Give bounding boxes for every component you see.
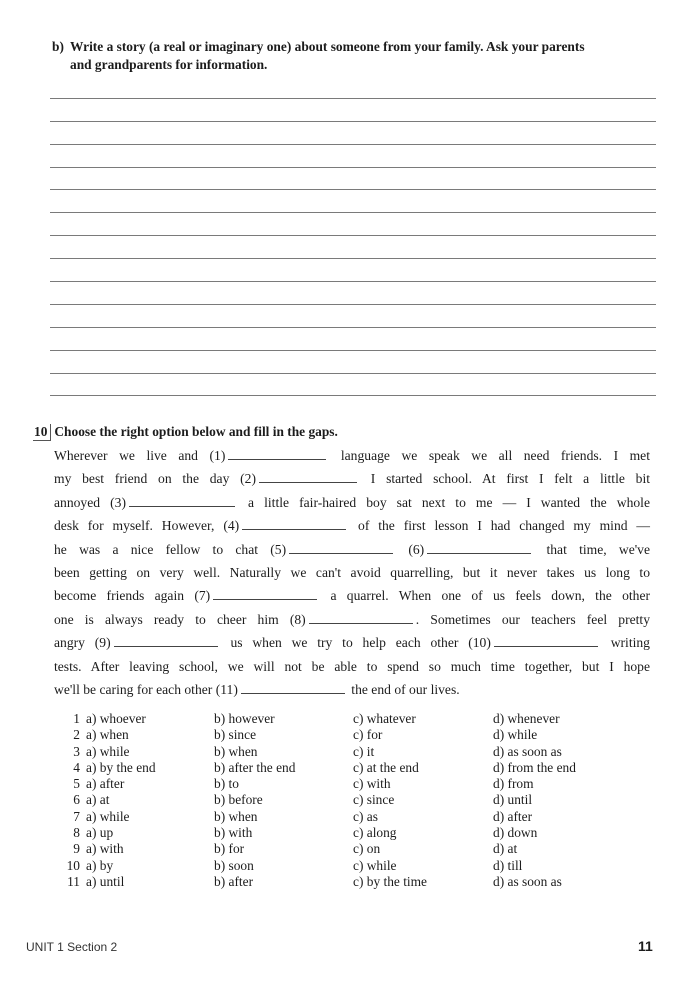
writing-line[interactable] bbox=[50, 213, 656, 236]
text-line bbox=[54, 655, 650, 678]
option-b[interactable]: b) before bbox=[214, 792, 263, 808]
option-d[interactable]: d) whenever bbox=[493, 711, 560, 726]
option-number: 3 bbox=[73, 743, 80, 759]
writing-line[interactable] bbox=[50, 374, 656, 397]
option-a[interactable]: a) by the end bbox=[86, 759, 156, 775]
task-prompt-line2: and grandparents for information. bbox=[70, 57, 268, 72]
option-a[interactable]: a) until bbox=[86, 873, 125, 889]
option-row bbox=[54, 727, 576, 743]
text-segment: desk for myself. However, bbox=[54, 518, 215, 534]
text-line bbox=[54, 608, 650, 631]
option-a[interactable]: a) when bbox=[86, 727, 129, 743]
option-b[interactable]: b) after bbox=[214, 873, 254, 889]
section-label: Section 2 bbox=[67, 940, 118, 954]
gap-blank[interactable] bbox=[289, 541, 393, 554]
option-c[interactable]: c) as bbox=[353, 808, 378, 824]
text-segment: Wherever we live and bbox=[54, 448, 198, 463]
text-segment: language we speak we all need friends. I met bbox=[340, 448, 650, 463]
option-number: 2 bbox=[73, 727, 80, 743]
writing-task-b bbox=[52, 38, 652, 74]
text-line bbox=[54, 467, 650, 490]
option-b[interactable]: b) since bbox=[214, 727, 257, 743]
writing-line[interactable] bbox=[50, 351, 656, 374]
options-table bbox=[54, 711, 576, 890]
text-segment: writing bbox=[610, 635, 650, 651]
text-segment: a quarrel. When one of us feels down, the other bbox=[330, 588, 650, 604]
option-c[interactable]: c) on bbox=[353, 841, 381, 857]
text-segment: one is always ready to cheer him bbox=[54, 611, 279, 627]
option-d[interactable]: d) as soon as bbox=[493, 873, 562, 889]
gap-blank[interactable] bbox=[228, 447, 326, 460]
option-b[interactable]: b) however bbox=[214, 711, 275, 726]
option-number: 11 bbox=[67, 873, 80, 889]
text-segment: annoyed bbox=[54, 494, 101, 510]
gap-blank[interactable] bbox=[309, 611, 413, 624]
gap-blank[interactable] bbox=[241, 681, 345, 694]
text-line bbox=[54, 491, 650, 514]
gap-label: (11) bbox=[215, 681, 238, 697]
option-number: 10 bbox=[66, 857, 80, 873]
text-segment: us when we try to help each other bbox=[230, 635, 459, 651]
option-number: 4 bbox=[73, 759, 80, 775]
option-row bbox=[54, 792, 576, 808]
option-number: 7 bbox=[73, 808, 80, 824]
option-a[interactable]: a) up bbox=[86, 825, 114, 841]
text-segment: that time, we've bbox=[546, 541, 651, 557]
option-c[interactable]: c) whatever bbox=[353, 711, 416, 726]
option-row bbox=[54, 711, 576, 727]
option-d[interactable]: d) down bbox=[493, 825, 538, 841]
text-segment: we'll be caring for each other bbox=[54, 681, 213, 697]
gap-label: (1) bbox=[209, 448, 226, 463]
option-a[interactable]: a) after bbox=[86, 776, 125, 792]
option-b[interactable]: b) for bbox=[214, 841, 245, 857]
option-row bbox=[54, 858, 576, 874]
exercise-instruction: Choose the right option below and fill in the gaps. bbox=[54, 424, 338, 439]
exercise-10-heading bbox=[33, 424, 338, 441]
option-c[interactable]: c) at the end bbox=[353, 759, 419, 775]
option-row bbox=[54, 760, 576, 776]
option-b[interactable]: b) when bbox=[214, 808, 258, 824]
gap-label: (8) bbox=[289, 611, 306, 627]
option-number: 5 bbox=[73, 776, 80, 792]
text-line bbox=[54, 444, 650, 467]
writing-line[interactable] bbox=[50, 99, 656, 122]
option-d[interactable]: d) from the end bbox=[493, 759, 576, 775]
option-row bbox=[54, 809, 576, 825]
option-a[interactable]: a) while bbox=[86, 808, 130, 824]
gap-blank[interactable] bbox=[494, 634, 598, 647]
option-d[interactable]: d) from bbox=[493, 776, 534, 792]
gap-label: (6) bbox=[408, 541, 425, 557]
writing-line[interactable] bbox=[50, 328, 656, 351]
text-segment: the end of our lives. bbox=[351, 681, 460, 697]
writing-line[interactable] bbox=[50, 259, 656, 282]
text-segment: I started school. At first I felt a little bit bbox=[370, 471, 650, 487]
option-b[interactable]: b) when bbox=[214, 743, 258, 759]
page-number: 11 bbox=[638, 938, 653, 954]
option-c[interactable]: c) for bbox=[353, 727, 383, 743]
text-segment: . Sometimes our teachers feel pretty bbox=[415, 611, 650, 627]
gap-label: (5) bbox=[270, 541, 287, 557]
option-c[interactable]: c) it bbox=[353, 743, 375, 759]
text-segment: tests. After leaving school, we will not be able to spend so much time together, but I hope bbox=[54, 658, 650, 674]
gap-label: (3) bbox=[110, 494, 126, 510]
option-a[interactable]: a) at bbox=[86, 792, 110, 808]
option-a[interactable]: a) with bbox=[86, 841, 124, 857]
option-b[interactable]: b) with bbox=[214, 825, 253, 841]
gap-blank[interactable] bbox=[242, 517, 346, 530]
text-segment: of the first lesson I had changed my mind — bbox=[358, 518, 650, 534]
text-line bbox=[54, 678, 650, 701]
gap-blank[interactable] bbox=[213, 587, 317, 600]
gap-blank[interactable] bbox=[427, 541, 531, 554]
option-d[interactable]: d) till bbox=[493, 857, 523, 873]
writing-line[interactable] bbox=[50, 76, 656, 99]
text-line bbox=[54, 561, 650, 584]
option-c[interactable]: c) while bbox=[353, 857, 397, 873]
option-b[interactable]: b) to bbox=[214, 776, 239, 792]
option-number: 8 bbox=[73, 825, 80, 841]
text-segment: a little fair-haired boy sat next to me — I wanted the whole bbox=[248, 494, 650, 510]
option-row bbox=[54, 841, 576, 857]
writing-line[interactable] bbox=[50, 282, 656, 305]
writing-line[interactable] bbox=[50, 145, 656, 168]
text-line bbox=[54, 514, 650, 537]
option-c[interactable]: c) along bbox=[353, 825, 397, 841]
gap-label: (4) bbox=[223, 518, 240, 534]
gap-blank[interactable] bbox=[129, 494, 235, 507]
option-c[interactable]: c) by the time bbox=[353, 873, 427, 889]
text-line bbox=[54, 538, 650, 561]
text-segment: my best friend on the day bbox=[54, 471, 230, 487]
option-row bbox=[54, 825, 576, 841]
gap-label: (10) bbox=[468, 635, 491, 651]
writing-lines-area[interactable] bbox=[50, 76, 656, 396]
option-d[interactable]: d) while bbox=[493, 727, 538, 743]
text-segment: he was a nice fellow to chat bbox=[54, 541, 258, 557]
option-row bbox=[54, 744, 576, 760]
writing-line[interactable] bbox=[50, 168, 656, 191]
option-d[interactable]: d) at bbox=[493, 841, 518, 857]
option-row bbox=[54, 776, 576, 792]
gap-blank[interactable] bbox=[114, 634, 218, 647]
writing-line[interactable] bbox=[50, 122, 656, 145]
gap-label: (7) bbox=[194, 588, 211, 604]
gap-label: (2) bbox=[240, 471, 257, 487]
text-segment: angry bbox=[54, 635, 85, 651]
option-c[interactable]: c) with bbox=[353, 776, 391, 792]
text-segment: been getting on very well. Naturally we can't avoid quarrelling, but it never takes us long to bbox=[54, 564, 650, 580]
text-line bbox=[54, 584, 650, 607]
gap-blank[interactable] bbox=[259, 470, 357, 483]
option-a[interactable]: a) whoever bbox=[86, 711, 146, 726]
option-number: 1 bbox=[73, 711, 80, 726]
gap-label: (9) bbox=[94, 635, 111, 651]
unit-label: UNIT 1 bbox=[26, 940, 64, 954]
option-d[interactable]: d) after bbox=[493, 808, 533, 824]
task-label: b) bbox=[52, 39, 64, 54]
option-b[interactable]: b) soon bbox=[214, 857, 254, 873]
writing-line[interactable] bbox=[50, 236, 656, 259]
option-row bbox=[54, 874, 576, 890]
exercise-number: 10 bbox=[33, 424, 51, 441]
gap-fill-text bbox=[54, 444, 650, 701]
option-number: 6 bbox=[73, 792, 80, 808]
option-d[interactable]: d) until bbox=[493, 792, 533, 808]
option-number: 9 bbox=[73, 841, 80, 857]
option-b[interactable]: b) after the end bbox=[214, 759, 296, 775]
option-a[interactable]: a) while bbox=[86, 743, 130, 759]
options-body bbox=[54, 711, 576, 890]
text-line bbox=[54, 631, 650, 654]
option-a[interactable]: a) by bbox=[86, 857, 114, 873]
writing-line[interactable] bbox=[50, 305, 656, 328]
text-segment: become friends again bbox=[54, 588, 185, 604]
option-d[interactable]: d) as soon as bbox=[493, 743, 562, 759]
task-prompt-line1: Write a story (a real or imaginary one) about someone from your family. Ask your parents bbox=[70, 39, 585, 54]
option-c[interactable]: c) since bbox=[353, 792, 395, 808]
page-footer bbox=[26, 940, 117, 954]
writing-line[interactable] bbox=[50, 190, 656, 213]
